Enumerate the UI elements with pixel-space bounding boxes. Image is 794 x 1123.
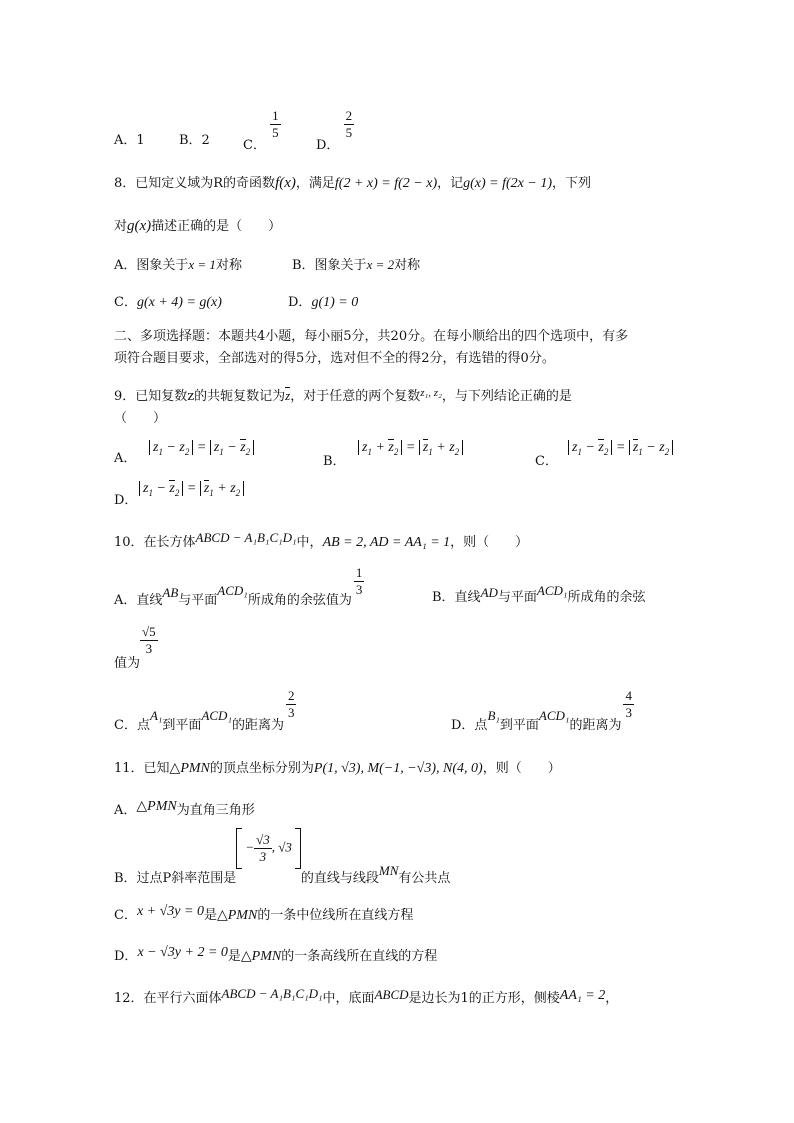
q11-option-c: C．x + √3y = 0是△PMN的一条中位线所在直线方程 bbox=[114, 904, 414, 923]
q10-option-b: B．直线AD与平面ACD₁所成角的余弦 bbox=[432, 583, 646, 605]
q10-b-den: 3 bbox=[145, 641, 153, 656]
q11-option-b: B．过点P斜率范围是− $\frac{√3}{3}$ , √3的直线与线段MN有公共点 bbox=[114, 828, 450, 886]
q7-option-c: C． $\frac{1}{5}$ bbox=[243, 108, 279, 153]
q11-option-a: A．△PMN为直角三角形 bbox=[114, 799, 255, 818]
q12-stem: 12．在平行六面体ABCD − A₁B₁C₁D₁中，底面ABCD是边长为1的正方形，侧棱AA₁ = 2， bbox=[114, 986, 619, 1006]
q11-b-range: − $\frac{√3}{3}$ , √3 bbox=[236, 828, 301, 869]
q7-option-b: B．2 bbox=[179, 133, 210, 148]
q10-option-b-cont: 值为 $\frac{√5}{3}$ bbox=[114, 624, 156, 671]
q7-c-num: 1 bbox=[272, 108, 279, 123]
q10-stem: 10．在长方体ABCD − A₁B₁C₁D₁中，AB = 2, AD = AA₁ = 1，则（ ） bbox=[114, 530, 529, 550]
q10-option-a: A．直线AB与平面ACD₁所成角的余弦值为 $\frac{1}{3}$ bbox=[114, 565, 363, 608]
q9-option-b-formula: $z_1 + z_2 = z_1 + z_2$ bbox=[358, 440, 463, 457]
q8-option-a: A．图象关于x = 1对称 bbox=[114, 257, 242, 273]
q9-option-d-formula: $z_1 - z_2 = z_1 + z_2$ bbox=[139, 481, 244, 498]
section2-line2: 项符合题目要求，全部选对的得5分，选对但不全的得2分，有选错的得0分。 bbox=[114, 351, 555, 366]
q7-options bbox=[114, 132, 145, 150]
q10-option-c: C．点A₁到平面ACD₁的距离为 $\frac{2}{3}$ bbox=[114, 688, 295, 733]
q10-c-num: 2 bbox=[287, 688, 295, 703]
q10-a-den: 3 bbox=[355, 582, 363, 597]
q9-option-a-formula: $z_1 - z_2 = z_1 - z_2$ bbox=[149, 440, 254, 457]
q9-stem-line2: （ ） bbox=[114, 411, 167, 426]
q10-a-num: 1 bbox=[355, 565, 363, 580]
q7-option-a: A．1 bbox=[114, 133, 145, 148]
q7-c-den: 5 bbox=[272, 125, 279, 140]
q8-option-b: B．图象关于x = 2对称 bbox=[292, 257, 421, 273]
q9-option-d: D． bbox=[114, 493, 138, 508]
q10-b-num: √5 bbox=[142, 624, 156, 639]
q11-option-d: D．x − √3y + 2 = 0是△PMN的一条高线所在直线的方程 bbox=[114, 945, 438, 964]
q9-option-c: C． bbox=[535, 454, 558, 469]
q8-stem-line1: 8．已知定义域为R的奇函数f(x)，满足f(2 + x) = f(2 − x)，记g(x) = f(2x − 1)，下列 bbox=[114, 175, 592, 191]
q8-option-c: C．g(x + 4) = g(x) bbox=[114, 295, 222, 310]
q10-c-den: 3 bbox=[287, 705, 295, 720]
section2-line1: 二、多项选择题：本题共4小题，每小丽5分，共20分。在每小顺给出的四个选项中，有多 bbox=[114, 329, 629, 344]
q11-stem: 11．已知△PMN的顶点坐标分别为P(1, √3), M(−1, −√3), N(4, 0)，则（ ） bbox=[114, 761, 561, 776]
q9-option-c-formula: $z_1 - z_2 = z_1 - z_2$ bbox=[568, 440, 673, 457]
q10-d-num: 4 bbox=[625, 688, 632, 703]
q8-option-d: D．g(1) = 0 bbox=[288, 295, 359, 310]
q10-d-den: 3 bbox=[625, 705, 632, 720]
q7-d-num: 2 bbox=[345, 108, 353, 123]
q7-d-den: 5 bbox=[345, 125, 353, 140]
q9-option-b: B． bbox=[323, 454, 346, 469]
q10-option-d: D．点B₁到平面ACD₁的距离为 $\frac{4}{3}$ bbox=[451, 688, 632, 733]
q7-option-d: D． $\frac{2}{5}$ bbox=[316, 108, 353, 153]
q8-stem-line2: 对g(x)描述正确的是（ ） bbox=[114, 218, 282, 234]
q9-stem-line1: 9．已知复数z的共轭复数记为z，对于任意的两个复数$^{z_1, z_2}$，与下列结论正确的是 bbox=[114, 387, 572, 404]
q9-option-a: A． bbox=[114, 451, 137, 466]
